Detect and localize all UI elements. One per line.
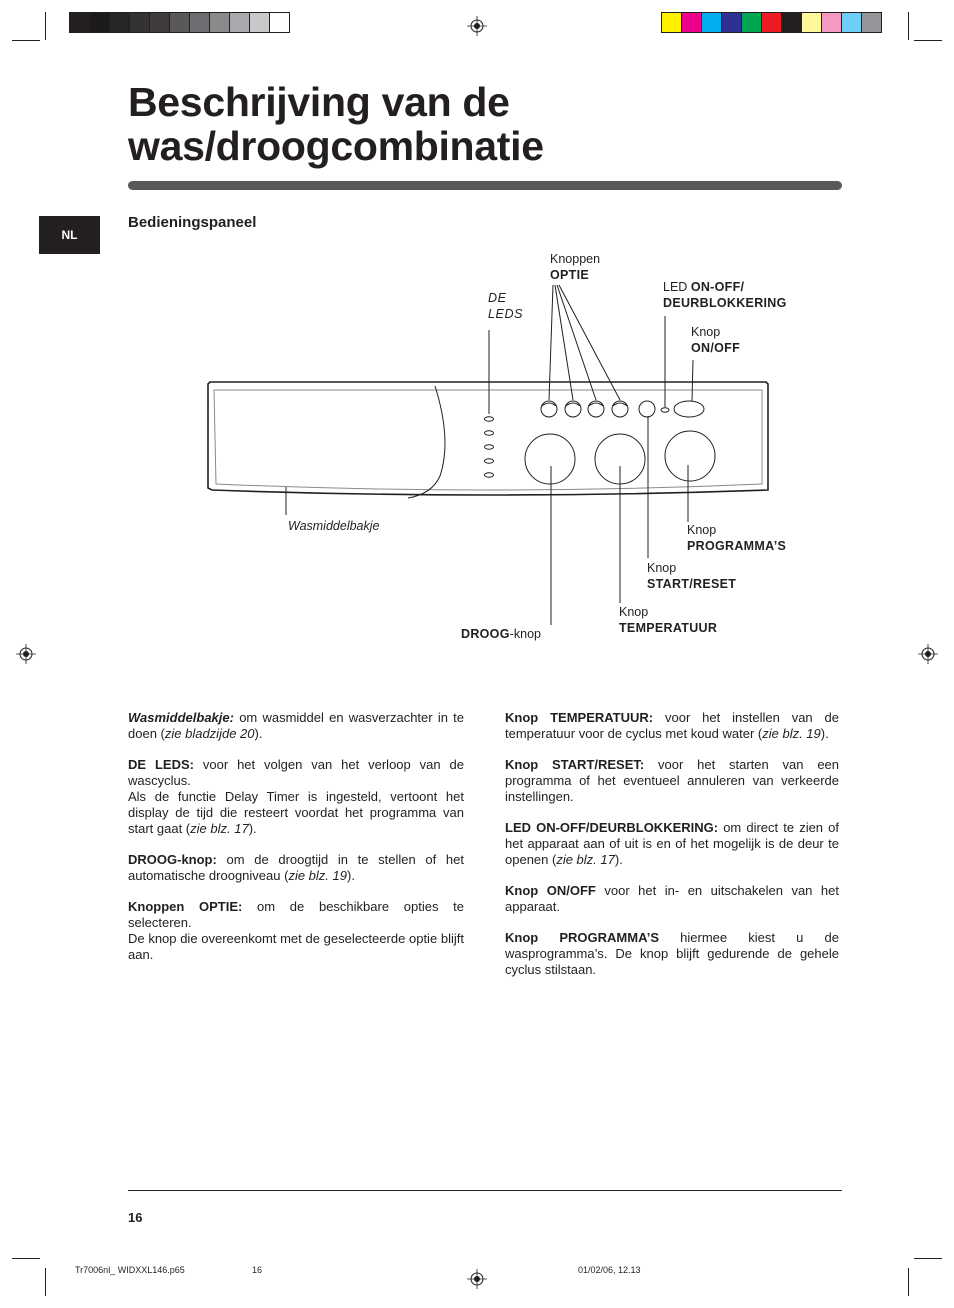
section-title: Bedieningspaneel bbox=[128, 214, 257, 231]
label-knop-programmas: Knop PROGRAMMA’S bbox=[687, 523, 787, 553]
slug-filename: Tr7006nl_ WIDXXL146.p65 bbox=[75, 1265, 185, 1275]
left-text-column bbox=[128, 710, 464, 978]
page-title-line-2: was/droogcombinatie bbox=[128, 123, 544, 169]
description-knop-onoff: Knop ON/OFF voor het in- en uitschakelen van het apparaat. bbox=[505, 883, 839, 914]
label-de-leds: DE LEDS bbox=[488, 291, 524, 321]
description-led-onoff: LED ON-OFF/DEURBLOKKERING: om direct te zien of het apparaat aan of uit is en of het mogelijk is de deur te openen (zie blz. 17). bbox=[505, 820, 839, 867]
description-knop-start-reset: Knop START/RESET: voor het starten van een programma of het eventueel annuleren van verkeerde instellingen. bbox=[505, 757, 840, 804]
slug-page: 16 bbox=[252, 1265, 263, 1275]
page-title-line-1: Beschrijving van de bbox=[128, 79, 510, 125]
label-knop-onoff: Knop ON/OFF bbox=[691, 325, 741, 355]
label-wasmiddelbakje: Wasmiddelbakje bbox=[288, 519, 380, 533]
description-de-leds: DE LEDS: voor het volgen van het verloop van de wascyclus. Als de functie Delay Timer is ingesteld, vertoont het display de tijd die resteert voordat het programma van start gaat (zie blz. 17). bbox=[128, 757, 464, 836]
label-led-onoff: LED ON-OFF/ DEURBLOKKERING bbox=[663, 280, 787, 310]
description-knop-programmas: Knop PROGRAMMA’S hiermee kiest u de wasprogramma’s. De knop blijft gedurende de gehele cyclus stilstaan. bbox=[505, 930, 839, 977]
description-knop-temperatuur: Knop TEMPERATUUR: voor het instellen van de temperatuur voor de cyclus met koud water (zie blz. 19). bbox=[505, 710, 839, 741]
registration-mark-icon bbox=[467, 1269, 487, 1289]
description-droog-knop: DROOG-knop: om de droogtijd in te stellen of het automatische droogniveau (zie blz. 19). bbox=[128, 852, 464, 883]
page-number: 16 bbox=[128, 1210, 143, 1225]
language-tab: NL bbox=[39, 216, 100, 254]
label-knop-start-reset: Knop START/RESET bbox=[647, 561, 737, 591]
label-knoppen-optie: Knoppen OPTIE bbox=[550, 252, 601, 282]
description-knoppen-optie: Knoppen OPTIE: om de beschikbare opties te selecteren. De knop die overeenkomt met de geselecteerde optie blijft aan. bbox=[128, 899, 464, 962]
slug-date: 01/02/06, 12.13 bbox=[578, 1265, 641, 1275]
right-text-column bbox=[505, 710, 839, 993]
description-wasmiddelbakje: Wasmiddelbakje: om wasmiddel en wasverzachter in te doen (zie bladzijde 20). bbox=[128, 710, 464, 741]
footer-rule bbox=[128, 1190, 842, 1191]
label-knop-temperatuur: Knop TEMPERATUUR bbox=[619, 605, 718, 635]
label-droog-knop: DROOG-knop bbox=[461, 627, 542, 641]
